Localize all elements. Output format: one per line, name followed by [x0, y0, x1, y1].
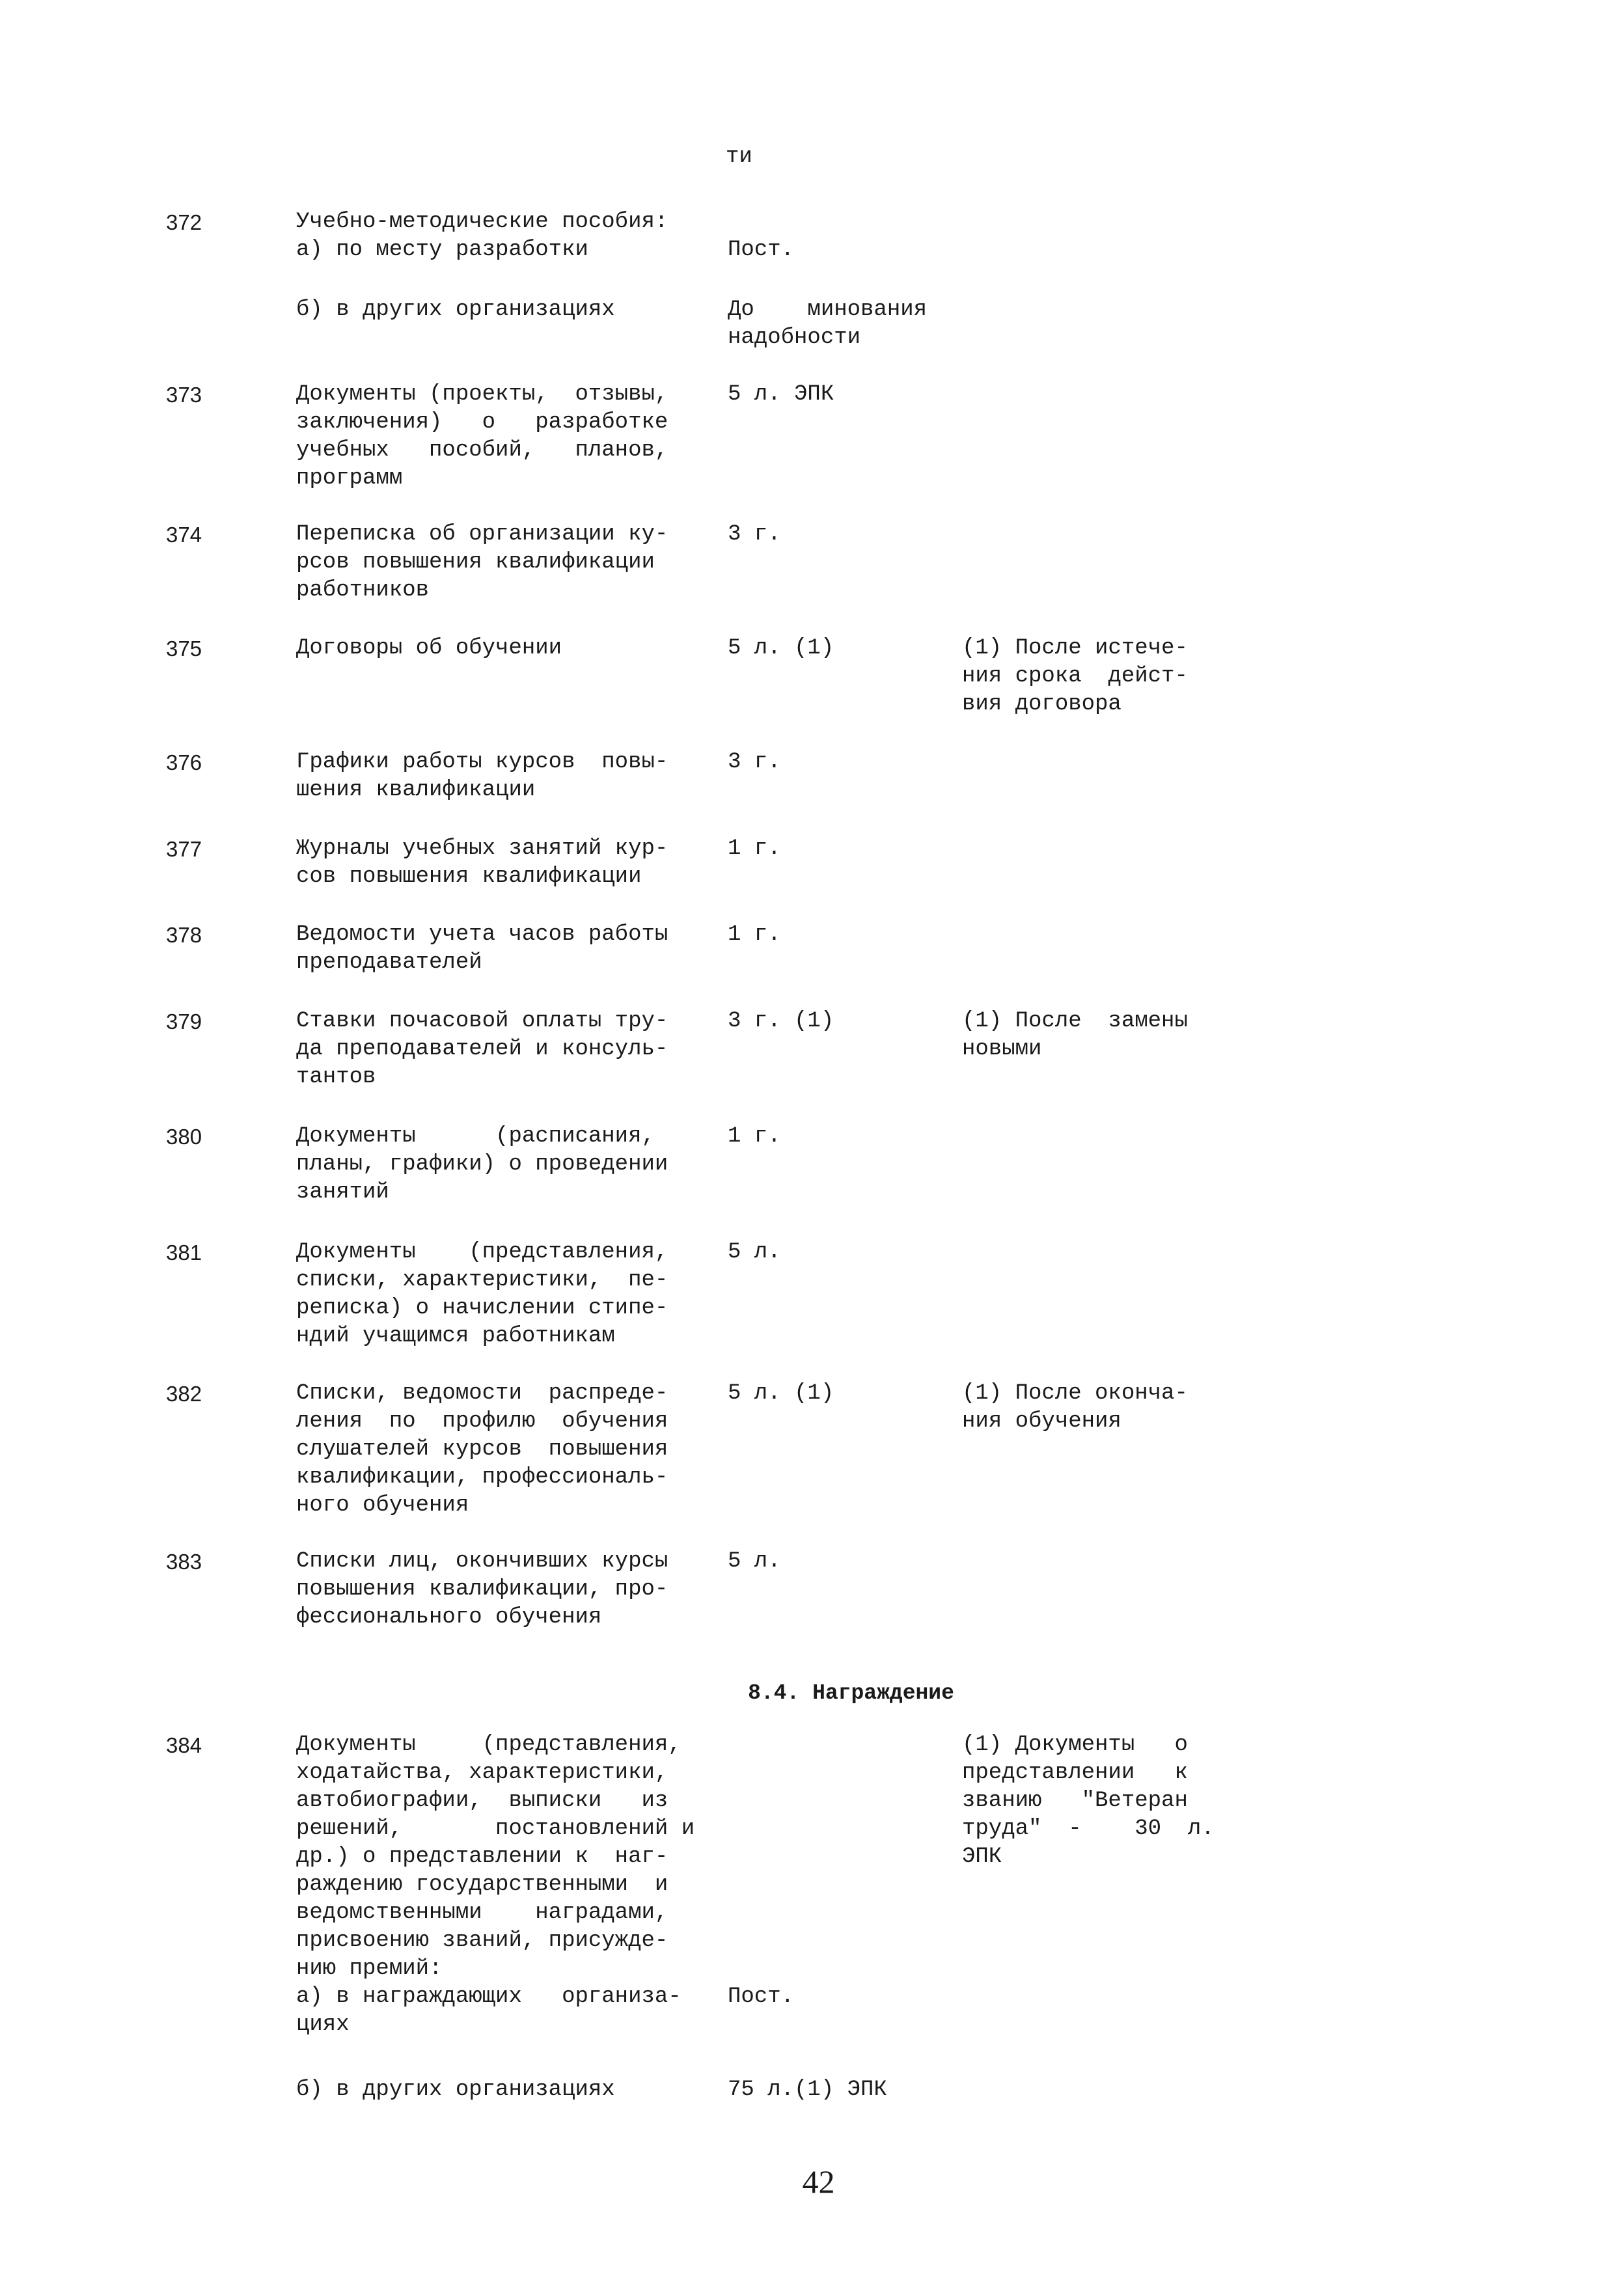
document-title-line: повышения квалификации, про-: [296, 1577, 668, 1602]
retention-term: [728, 748, 975, 776]
document-title-line: автобиографии, выписки из: [296, 1789, 668, 1813]
retention-term: [728, 521, 975, 549]
document-title: [296, 921, 719, 977]
retention-term-line: [728, 1899, 975, 1927]
retention-term: [728, 2076, 975, 2104]
article-number: 382: [166, 1382, 202, 1406]
document-title: [296, 1380, 719, 1520]
article-number: 375: [166, 637, 202, 661]
retention-term-line: 3 г. (1): [728, 1009, 834, 1034]
document-title-line: решений, постановлений и: [296, 1816, 695, 1841]
retention-term-line: [728, 1759, 975, 1787]
retention-term-line: До минования: [728, 297, 928, 322]
document-title: [296, 748, 719, 804]
document-title-line: учебных пособий, планов,: [296, 438, 668, 463]
article-number: 377: [166, 837, 202, 861]
retention-term: [728, 208, 975, 264]
remark-note-line: ЭПК: [962, 1844, 1002, 1869]
document-title-line: программ: [296, 466, 403, 491]
remark-note-line: (1) Документы о: [962, 1733, 1188, 1757]
document-title-line: Списки лиц, окончивших курсы: [296, 1549, 668, 1574]
remark-note-line: представлении к: [962, 1761, 1188, 1785]
retention-term-line: Пост.: [728, 238, 795, 262]
document-title-line: ходатайства, характеристики,: [296, 1761, 668, 1785]
retention-term-line: 5 л. (1): [728, 1381, 834, 1406]
remark-note: [962, 1731, 1222, 1871]
retention-term-line: [728, 1955, 975, 1983]
retention-term-line: 75 л.(1) ЭПК: [728, 2077, 887, 2102]
article-number: 380: [166, 1125, 202, 1149]
document-title-line: Ставки почасовой оплаты тру-: [296, 1009, 668, 1034]
document-title-line: нию премий:: [296, 1956, 443, 1981]
retention-term-line: надобности: [728, 325, 861, 350]
document-title-line: планы, графики) о проведении: [296, 1152, 668, 1177]
retention-term-line: 5 л.: [728, 1240, 781, 1265]
article-number: 372: [166, 210, 202, 234]
document-title: [296, 521, 719, 605]
remark-note: [962, 635, 1222, 719]
document-title-line: Списки, ведомости распреде-: [296, 1381, 668, 1406]
document-title-line: а) в награждающих организа-: [296, 1984, 681, 2009]
document-title-line: Переписка об организации ку-: [296, 522, 668, 547]
document-title-line: слушателей курсов повышения: [296, 1437, 668, 1462]
retention-term-line: [728, 1731, 975, 1759]
document-title: [296, 2076, 719, 2104]
document-title: [296, 1239, 719, 1350]
retention-term-line: 1 г.: [728, 922, 781, 947]
retention-term: [728, 1239, 975, 1267]
document-title-line: рсов повышения квалификации: [296, 550, 655, 575]
continuation-text: ти: [726, 144, 752, 169]
retention-term-line: 5 л.: [728, 1549, 781, 1574]
document-title-line: заключения) о разработке: [296, 410, 668, 435]
retention-term-line: 3 г.: [728, 750, 781, 774]
retention-term: [728, 1380, 975, 1408]
document-title-line: тантов: [296, 1065, 376, 1090]
document-title-line: Ведомости учета часов работы: [296, 922, 668, 947]
document-title-line: Учебно-методические пособия:: [296, 210, 668, 234]
section-header: 8.4. Награждение: [748, 1681, 954, 1705]
document-title-line: ного обучения: [296, 1493, 469, 1518]
document-title-line: раждению государственными и: [296, 1872, 668, 1897]
article-number: 374: [166, 523, 202, 547]
document-title-line: реписка) о начислении стипе-: [296, 1296, 668, 1321]
page-number: 42: [802, 2163, 835, 2200]
document-title-line: Документы (проекты, отзывы,: [296, 382, 668, 407]
article-number: 373: [166, 383, 202, 407]
document-title: [296, 1731, 719, 2039]
document-title-line: да преподавателей и консуль-: [296, 1037, 668, 1062]
retention-term-line: [728, 1927, 975, 1955]
remark-note-line: труда" - 30 л.: [962, 1816, 1215, 1841]
document-title-line: Графики работы курсов повы-: [296, 750, 668, 774]
retention-term-line: [728, 1787, 975, 1815]
document-title-line: ндий учащимся работникам: [296, 1324, 615, 1349]
document-title-line: Документы (представления,: [296, 1733, 681, 1757]
remark-note-line: званию "Ветеран: [962, 1789, 1188, 1813]
document-title: [296, 381, 719, 493]
retention-term-line: 3 г.: [728, 522, 781, 547]
remark-note: [962, 1007, 1222, 1063]
retention-term: [728, 635, 975, 663]
retention-term: [728, 835, 975, 863]
retention-term-line: 1 г.: [728, 836, 781, 861]
retention-term-line: 5 л. ЭПК: [728, 382, 834, 407]
document-title-line: списки, характеристики, пе-: [296, 1268, 668, 1293]
retention-term: [728, 921, 975, 949]
retention-term: [728, 1548, 975, 1576]
document-title: [296, 296, 719, 324]
document-title-line: Документы (представления,: [296, 1240, 668, 1265]
remark-note-line: (1) После истече-: [962, 636, 1188, 661]
retention-term: [728, 1731, 975, 2011]
retention-term: [728, 1007, 975, 1035]
remark-note-line: вия договора: [962, 692, 1122, 717]
document-title: [296, 1123, 719, 1207]
document-title: [296, 1548, 719, 1632]
document-title: [296, 208, 719, 264]
article-number: 378: [166, 923, 202, 947]
document-title-line: присвоению званий, присужде-: [296, 1928, 668, 1953]
retention-term-line: [728, 1815, 975, 1843]
document-title-line: фессионального обучения: [296, 1605, 602, 1630]
document-title-line: б) в других организациях: [296, 297, 615, 322]
document-title-line: циях: [296, 2012, 350, 2037]
retention-term-line: [728, 1871, 975, 1899]
retention-term-line: [728, 208, 975, 236]
document-title: [296, 635, 719, 663]
retention-term-line: Пост.: [728, 1984, 795, 2009]
remark-note-line: (1) После оконча-: [962, 1381, 1188, 1406]
document-title-line: ведомственными наградами,: [296, 1900, 668, 1925]
retention-term-line: 5 л. (1): [728, 636, 834, 661]
remark-note-line: (1) После замены: [962, 1009, 1188, 1034]
remark-note: [962, 1380, 1222, 1436]
remark-note-line: ния обучения: [962, 1409, 1122, 1434]
document-title: [296, 1007, 719, 1091]
document-title-line: преподавателей: [296, 950, 482, 975]
document-title-line: работников: [296, 578, 430, 603]
remark-note-line: новыми: [962, 1037, 1042, 1062]
document-title-line: занятий: [296, 1180, 389, 1205]
article-number: 379: [166, 1009, 202, 1034]
document-title-line: шения квалификации: [296, 778, 536, 802]
document-title-line: сов повышения квалификации: [296, 864, 642, 889]
retention-term: [728, 296, 975, 352]
document-title-line: др.) о представлении к наг-: [296, 1844, 668, 1869]
article-number: 376: [166, 750, 202, 774]
document-title-line: б) в других организациях: [296, 2077, 615, 2102]
retention-term-line: 1 г.: [728, 1124, 781, 1149]
document-title-line: ления по профилю обучения: [296, 1409, 668, 1434]
retention-term: [728, 381, 975, 409]
retention-term-line: [728, 1843, 975, 1871]
remark-note-line: ния срока дейст-: [962, 664, 1188, 689]
article-number: 384: [166, 1733, 202, 1757]
document-title-line: Журналы учебных занятий кур-: [296, 836, 668, 861]
document-title-line: Договоры об обучении: [296, 636, 562, 661]
article-number: 383: [166, 1550, 202, 1574]
retention-term: [728, 1123, 975, 1151]
document-title-line: квалификации, профессиональ-: [296, 1465, 668, 1490]
article-number: 381: [166, 1240, 202, 1265]
document-title-line: а) по месту разработки: [296, 238, 588, 262]
document-title: [296, 835, 719, 891]
document-title-line: Документы (расписания,: [296, 1124, 655, 1149]
